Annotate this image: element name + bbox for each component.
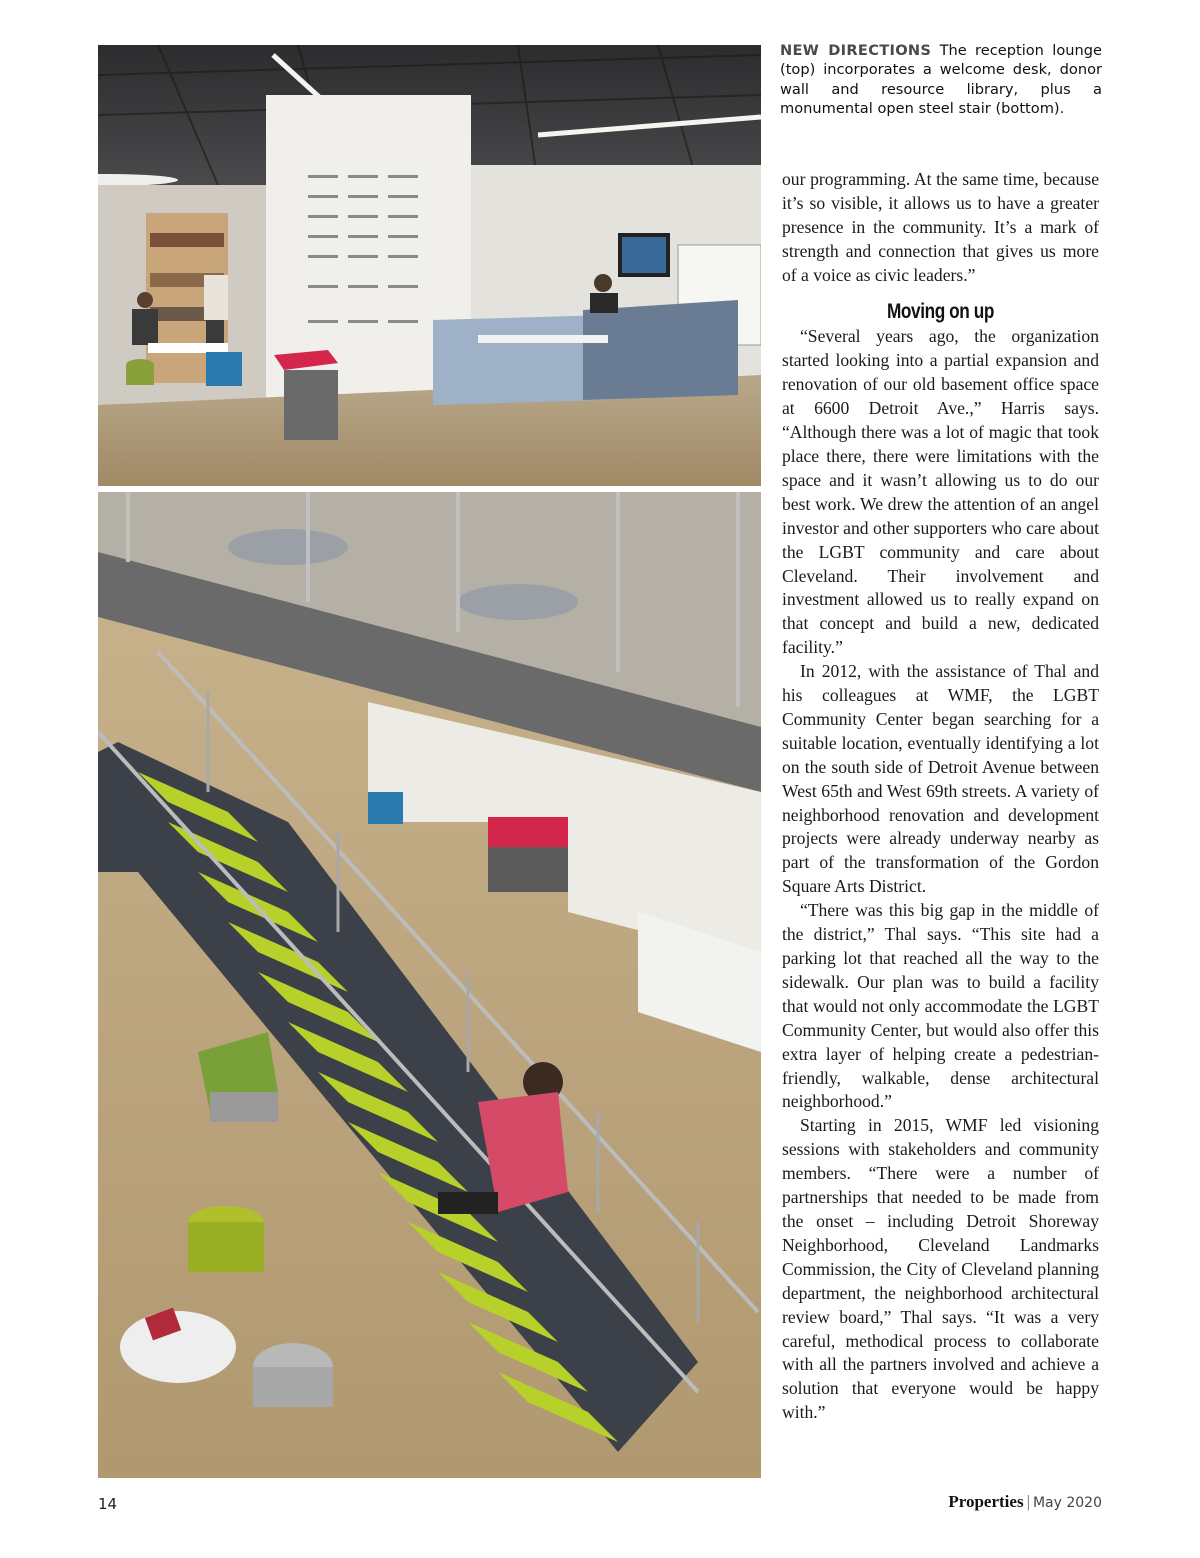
caption-lead: NEW DIRECTIONS — [780, 42, 932, 59]
footer-separator: | — [1026, 1492, 1030, 1511]
section-heading: Moving on up — [886, 299, 994, 323]
article-body — [782, 168, 1099, 1425]
photo-reception-lounge — [98, 45, 761, 486]
article-paragraph: In 2012, with the assistance of Thal and his colleagues at WMF, the LGBT Community Center began searching for a suitable location, eventually identifying a lot on the south side of Detroit Avenue between West 65th and West 69th streets. A variety of neighborhood renovation and development projects were already underway nearby as part of the transformation of the Gordon Square Arts District. — [782, 661, 1099, 897]
issue-date: May 2020 — [1032, 1495, 1102, 1511]
article-paragraph: “Several years ago, the organization started looking into a partial expansion and renovation of our old basement office space at 6600 Detroit Ave.,” Harris says. “Although there was a lot of magic that took place there, there were limitations with the space and it wasn’t allowing us to do our best work. We drew the attention of an angel investor and other supporters who care about the LGBT community and care about Cleveland. Their involvement and investment allowed us to really expand on that concept and build a new, dedicated facility.” — [782, 326, 1099, 658]
article-paragraph: Starting in 2015, WMF led visioning sessions with stakeholders and community members. “There were a number of partnerships that needed to be made from the onset – including Detroit Shoreway Neighborhood, Cleveland Landmarks Commission, the City of Cleveland planning department, the neighborhood architectural review board,” Thal says. “It was a very careful, methodical process to collaborate with all the partners involved and achieve a solution that everyone would be happy with.” — [782, 1115, 1099, 1423]
photo-steel-stair — [98, 492, 761, 1478]
page-number: 14 — [98, 1495, 118, 1513]
caption-text: The reception lounge (top) incorporates a welcome desk, donor wall and resource library, plus a monumental open steel stair (bottom). — [780, 42, 1102, 118]
photo-caption — [780, 41, 1102, 119]
article-paragraph: “There was this big gap in the middle of the district,” Thal says. “This site had a parking lot that reached all the way to the sidewalk. Our plan was to build a facility that would not only accommodate the LGBT Community Center, but would also offer this extra layer of helping create a pedestrian-friendly, walkable, dense architectural neighborhood.” — [782, 900, 1099, 1112]
magazine-name: Properties — [948, 1492, 1024, 1511]
steel-stair-image — [98, 492, 761, 1478]
footer-masthead — [948, 1492, 1102, 1512]
article-paragraph: our programming. At the same time, because it’s so visible, it allows us to have a greater presence in the community. It’s a mark of strength and connection that gives us more of a voice as civic leaders.” — [782, 169, 1099, 285]
reception-lounge-image — [98, 45, 761, 486]
